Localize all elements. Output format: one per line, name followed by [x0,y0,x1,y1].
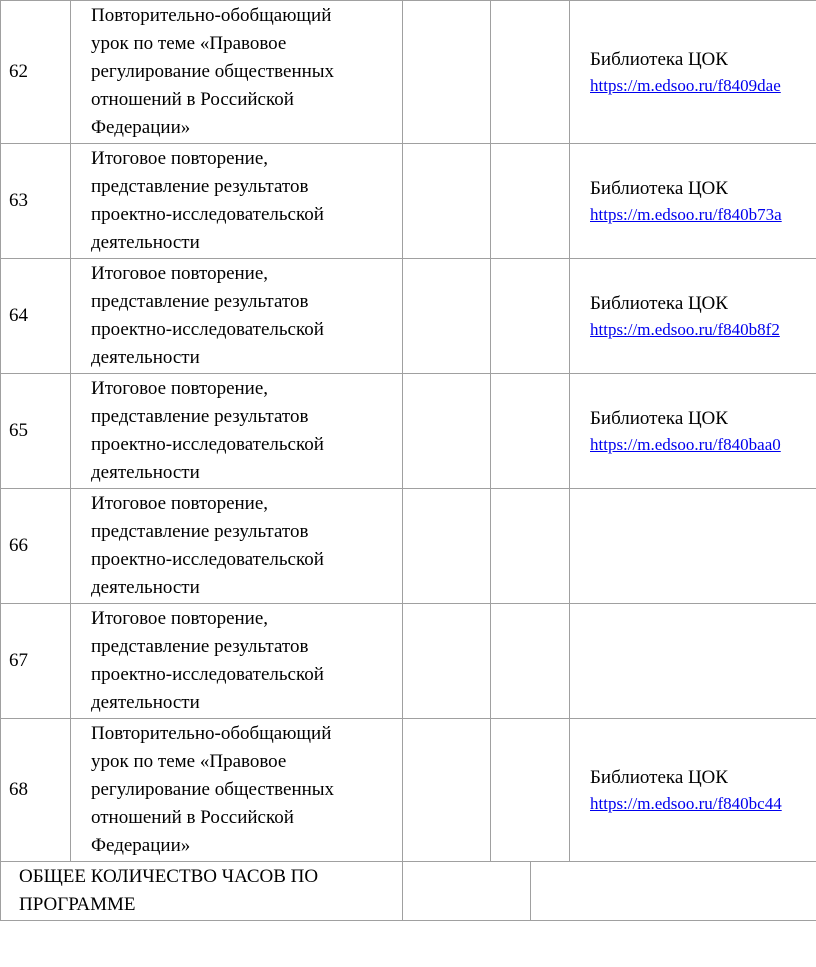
topic-line: деятельности [91,577,200,598]
topic-line: представление результатов [91,636,309,657]
resource-cell [570,1,816,144]
lesson-number: 66 [1,489,71,604]
control-cell [491,259,570,374]
table-row [1,144,816,259]
resource-cell [570,489,816,604]
lesson-topic [71,259,403,374]
total-hours-label [1,862,403,921]
topic-line: деятельности [91,232,200,253]
topic-line: проектно-исследовательской [91,549,324,570]
hours-cell [403,259,491,374]
control-cell [491,719,570,862]
total-rest-cell [531,862,816,921]
hours-cell [403,604,491,719]
topic-line: проектно-исследовательской [91,204,324,225]
table-row [1,1,816,144]
lesson-topic [71,719,403,862]
resource-title: Библиотека ЦОК [590,49,728,70]
lessons-table-body [1,1,816,862]
hours-cell [403,489,491,604]
control-cell [491,604,570,719]
hours-cell [403,1,491,144]
lesson-number: 64 [1,259,71,374]
topic-line: урок по теме «Правовое [91,751,287,772]
table-row [1,259,816,374]
hours-cell [403,374,491,489]
topic-line: Федерации» [91,117,191,138]
resource-cell [570,144,816,259]
topic-line: проектно-исследовательской [91,434,324,455]
lesson-number: 63 [1,144,71,259]
topic-line: проектно-исследовательской [91,319,324,340]
lesson-number: 62 [1,1,71,144]
topic-line: Федерации» [91,835,191,856]
total-label-line: ОБЩЕЕ КОЛИЧЕСТВО ЧАСОВ ПО [19,866,319,887]
table-row [1,489,816,604]
topic-line: Итоговое повторение, [91,608,269,629]
lesson-number: 68 [1,719,71,862]
total-label-line: ПРОГРАММЕ [19,894,136,915]
topic-line: Итоговое повторение, [91,378,269,399]
topic-line: деятельности [91,347,200,368]
topic-line: Итоговое повторение, [91,263,269,284]
resource-title: Библиотека ЦОК [590,178,728,199]
topic-line: представление результатов [91,176,309,197]
table-row [1,719,816,862]
resource-cell [570,259,816,374]
control-cell [491,374,570,489]
hours-cell [403,144,491,259]
resource-title: Библиотека ЦОК [590,408,728,429]
topic-line: проектно-исследовательской [91,664,324,685]
control-cell [491,489,570,604]
total-table-body [1,862,816,921]
total-hours-value [403,862,531,921]
resource-cell [570,604,816,719]
topic-line: представление результатов [91,406,309,427]
control-cell [491,144,570,259]
topic-line: представление результатов [91,521,309,542]
lesson-topic [71,144,403,259]
lesson-topic [71,374,403,489]
topic-line: отношений в Российской [91,89,294,110]
lesson-number: 65 [1,374,71,489]
total-row [1,862,816,921]
resource-link[interactable]: https://m.edsoo.ru/f840b8f2 [590,320,780,339]
resource-cell [570,374,816,489]
lesson-topic [71,489,403,604]
table-row [1,374,816,489]
topic-line: Повторительно-обобщающий [91,723,332,744]
topic-line: урок по теме «Правовое [91,33,287,54]
resource-link[interactable]: https://m.edsoo.ru/f840baa0 [590,435,781,454]
total-table [0,861,816,921]
topic-line: Итоговое повторение, [91,148,269,169]
topic-line: Повторительно-обобщающий [91,5,332,26]
resource-link[interactable]: https://m.edsoo.ru/f8409dae [590,76,781,95]
lesson-number: 67 [1,604,71,719]
resource-title: Библиотека ЦОК [590,767,728,788]
control-cell [491,1,570,144]
topic-line: регулирование общественных [91,61,335,82]
table-row [1,604,816,719]
topic-line: Итоговое повторение, [91,493,269,514]
topic-line: деятельности [91,692,200,713]
lesson-topic [71,1,403,144]
topic-line: деятельности [91,462,200,483]
resource-link[interactable]: https://m.edsoo.ru/f840bc44 [590,794,782,813]
resource-cell [570,719,816,862]
topic-line: отношений в Российской [91,807,294,828]
lesson-topic [71,604,403,719]
hours-cell [403,719,491,862]
topic-line: регулирование общественных [91,779,335,800]
resource-title: Библиотека ЦОК [590,293,728,314]
topic-line: представление результатов [91,291,309,312]
resource-link[interactable]: https://m.edsoo.ru/f840b73a [590,205,782,224]
